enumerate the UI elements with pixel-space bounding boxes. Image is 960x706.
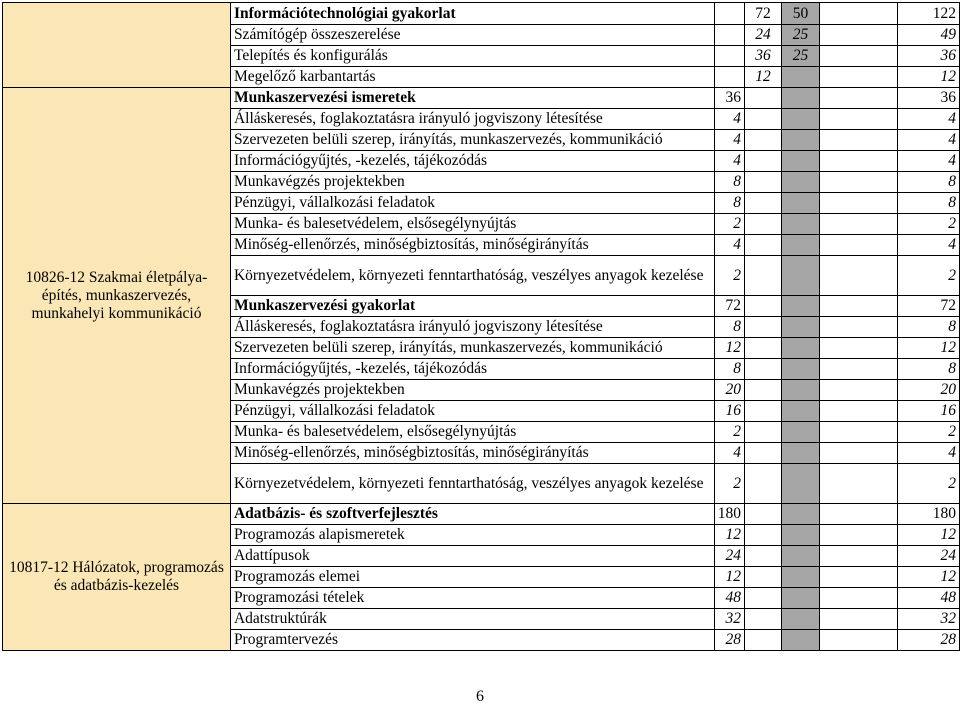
- row-name: Pénzügyi, vállalkozási feladatok: [230, 193, 714, 214]
- hours-total: 4: [897, 443, 959, 464]
- hours-total: 4: [897, 109, 959, 130]
- hours-col1: 28: [714, 630, 744, 651]
- hours-col2: [745, 422, 782, 443]
- hours-total: 8: [897, 359, 959, 380]
- hours-col3: [782, 609, 820, 630]
- hours-col3: [782, 546, 820, 567]
- hours-col4: [820, 256, 898, 296]
- hours-col3: [782, 193, 820, 214]
- hours-col1: 48: [714, 588, 744, 609]
- hours-total: 12: [897, 338, 959, 359]
- hours-col4: [820, 609, 898, 630]
- hours-col2: [745, 193, 782, 214]
- hours-col2: [745, 567, 782, 588]
- hours-total: 8: [897, 193, 959, 214]
- hours-col2: [745, 401, 782, 422]
- hours-col3: [782, 172, 820, 193]
- hours-col3: [782, 130, 820, 151]
- hours-col2: [745, 88, 782, 109]
- hours-col4: [820, 443, 898, 464]
- hours-total: 12: [897, 67, 959, 88]
- hours-col1: 24: [714, 546, 744, 567]
- hours-total: 12: [897, 525, 959, 546]
- hours-col1: 4: [714, 151, 744, 172]
- hours-col1: 12: [714, 525, 744, 546]
- row-name: Munkaszervezési gyakorlat: [230, 296, 714, 317]
- hours-col4: [820, 130, 898, 151]
- hours-col3: [782, 567, 820, 588]
- row-name: Munka- és balesetvédelem, elsősegélynyújtás: [230, 422, 714, 443]
- hours-col4: [820, 338, 898, 359]
- hours-col4: [820, 630, 898, 651]
- hours-total: 49: [897, 25, 959, 46]
- hours-col4: [820, 296, 898, 317]
- row-name: Pénzügyi, vállalkozási feladatok: [230, 401, 714, 422]
- hours-total: 24: [897, 546, 959, 567]
- hours-col1: [714, 25, 744, 46]
- hours-col3: [782, 588, 820, 609]
- row-name: Programozási tételek: [230, 588, 714, 609]
- hours-col2: [745, 546, 782, 567]
- hours-total: 12: [897, 567, 959, 588]
- hours-total: 4: [897, 235, 959, 256]
- hours-total: 32: [897, 609, 959, 630]
- hours-total: 28: [897, 630, 959, 651]
- hours-col3: [782, 630, 820, 651]
- hours-total: 4: [897, 130, 959, 151]
- hours-col1: 4: [714, 109, 744, 130]
- hours-col1: [714, 67, 744, 88]
- hours-total: 8: [897, 172, 959, 193]
- hours-col3: [782, 67, 820, 88]
- hours-col2: [745, 130, 782, 151]
- hours-col1: 8: [714, 193, 744, 214]
- hours-total: 8: [897, 317, 959, 338]
- hours-col2: [745, 109, 782, 130]
- hours-total: 36: [897, 46, 959, 67]
- hours-total: 2: [897, 422, 959, 443]
- hours-total: 36: [897, 88, 959, 109]
- hours-col1: 4: [714, 443, 744, 464]
- hours-col1: 8: [714, 359, 744, 380]
- hours-col3: [782, 109, 820, 130]
- hours-col1: 36: [714, 88, 744, 109]
- hours-col4: [820, 504, 898, 525]
- row-name: Szervezeten belüli szerep, irányítás, munkaszervezés, kommunikáció: [230, 130, 714, 151]
- hours-col3: [782, 359, 820, 380]
- hours-col2: [745, 609, 782, 630]
- hours-col4: [820, 3, 898, 25]
- hours-col4: [820, 172, 898, 193]
- hours-col3: [782, 338, 820, 359]
- hours-total: 72: [897, 296, 959, 317]
- hours-col3: [782, 504, 820, 525]
- hours-col4: [820, 235, 898, 256]
- hours-col3: [782, 380, 820, 401]
- row-name: Munkavégzés projektekben: [230, 172, 714, 193]
- table-row: [3, 504, 960, 525]
- hours-total: 180: [897, 504, 959, 525]
- hours-total: 2: [897, 464, 959, 504]
- hours-col3: [782, 443, 820, 464]
- hours-col4: [820, 422, 898, 443]
- row-name: Munkavégzés projektekben: [230, 380, 714, 401]
- hours-col4: [820, 359, 898, 380]
- hours-col1: 2: [714, 256, 744, 296]
- module-cell-1: 10826-12 Szakmai életpálya-építés, munkaszervezés, munkahelyi kommunikáció: [3, 88, 231, 504]
- row-name: Minőség-ellenőrzés, minőségbiztosítás, minőségirányítás: [230, 235, 714, 256]
- hours-col2: [745, 359, 782, 380]
- hours-col4: [820, 88, 898, 109]
- hours-col4: [820, 46, 898, 67]
- row-name: Környezetvédelem, környezeti fenntarthatóság, veszélyes anyagok kezelése: [230, 256, 714, 296]
- hours-total: 48: [897, 588, 959, 609]
- hours-col3: [782, 296, 820, 317]
- row-name: Minőség-ellenőrzés, minőségbiztosítás, minőségirányítás: [230, 443, 714, 464]
- hours-col4: [820, 380, 898, 401]
- hours-col3: [782, 525, 820, 546]
- table-row: [3, 3, 960, 25]
- row-name: Munkaszervezési ismeretek: [230, 88, 714, 109]
- hours-col2: [745, 151, 782, 172]
- hours-col1: 4: [714, 130, 744, 151]
- hours-col4: [820, 151, 898, 172]
- hours-col3: 50: [782, 3, 820, 25]
- row-name: Munka- és balesetvédelem, elsősegélynyújtás: [230, 214, 714, 235]
- hours-col2: [745, 172, 782, 193]
- hours-col2: 72: [745, 3, 782, 25]
- hours-col1: 32: [714, 609, 744, 630]
- hours-col1: 2: [714, 214, 744, 235]
- hours-col4: [820, 25, 898, 46]
- hours-col2: 12: [745, 67, 782, 88]
- curriculum-table: [2, 2, 960, 651]
- hours-col3: 25: [782, 46, 820, 67]
- hours-col2: [745, 296, 782, 317]
- hours-col2: [745, 630, 782, 651]
- module-cell-top: [3, 3, 231, 88]
- hours-col2: [745, 380, 782, 401]
- hours-col3: [782, 151, 820, 172]
- hours-col3: [782, 214, 820, 235]
- hours-col3: [782, 422, 820, 443]
- row-name: Adatstruktúrák: [230, 609, 714, 630]
- row-name: Programtervezés: [230, 630, 714, 651]
- hours-col3: [782, 317, 820, 338]
- hours-col2: [745, 256, 782, 296]
- hours-col4: [820, 546, 898, 567]
- hours-col4: [820, 317, 898, 338]
- hours-total: 20: [897, 380, 959, 401]
- hours-col2: [745, 525, 782, 546]
- row-name: Megelőző karbantartás: [230, 67, 714, 88]
- row-name: Álláskeresés, foglakoztatásra irányuló jogviszony létesítése: [230, 317, 714, 338]
- row-name: Programozás elemei: [230, 567, 714, 588]
- hours-col4: [820, 525, 898, 546]
- hours-col3: [782, 88, 820, 109]
- hours-total: 4: [897, 151, 959, 172]
- page-number: 6: [476, 688, 484, 705]
- hours-col4: [820, 193, 898, 214]
- row-name: Információgyűjtés, -kezelés, tájékozódás: [230, 359, 714, 380]
- hours-col1: 2: [714, 464, 744, 504]
- hours-col1: [714, 3, 744, 25]
- hours-col2: [745, 464, 782, 504]
- module-cell-2: 10817-12 Hálózatok, programozás és adatbázis-kezelés: [3, 504, 231, 651]
- hours-col4: [820, 214, 898, 235]
- hours-col4: [820, 67, 898, 88]
- hours-col1: 4: [714, 235, 744, 256]
- hours-col2: [745, 214, 782, 235]
- hours-col1: [714, 46, 744, 67]
- hours-col1: 2: [714, 422, 744, 443]
- hours-col3: 25: [782, 25, 820, 46]
- hours-col4: [820, 401, 898, 422]
- hours-col1: 72: [714, 296, 744, 317]
- hours-total: 2: [897, 256, 959, 296]
- hours-total: 122: [897, 3, 959, 25]
- row-name: Információtechnológiai gyakorlat: [230, 3, 714, 25]
- row-name: Adattípusok: [230, 546, 714, 567]
- hours-col2: 36: [745, 46, 782, 67]
- hours-col1: 16: [714, 401, 744, 422]
- hours-col3: [782, 401, 820, 422]
- hours-col2: [745, 338, 782, 359]
- hours-col1: 180: [714, 504, 744, 525]
- row-name: Programozás alapismeretek: [230, 525, 714, 546]
- hours-col2: [745, 504, 782, 525]
- row-name: Álláskeresés, foglakoztatásra irányuló jogviszony létesítése: [230, 109, 714, 130]
- row-name: Adatbázis- és szoftverfejlesztés: [230, 504, 714, 525]
- row-name: Szervezeten belüli szerep, irányítás, munkaszervezés, kommunikáció: [230, 338, 714, 359]
- hours-col2: [745, 588, 782, 609]
- hours-col1: 12: [714, 338, 744, 359]
- row-name: Környezetvédelem, környezeti fenntarthatóság, veszélyes anyagok kezelése: [230, 464, 714, 504]
- hours-col3: [782, 256, 820, 296]
- hours-col4: [820, 464, 898, 504]
- hours-total: 2: [897, 214, 959, 235]
- hours-col1: 12: [714, 567, 744, 588]
- hours-col2: [745, 235, 782, 256]
- row-name: Számítógép összeszerelése: [230, 25, 714, 46]
- hours-col2: [745, 317, 782, 338]
- hours-col3: [782, 235, 820, 256]
- hours-col2: [745, 443, 782, 464]
- row-name: Információgyűjtés, -kezelés, tájékozódás: [230, 151, 714, 172]
- hours-col4: [820, 109, 898, 130]
- hours-col1: 8: [714, 317, 744, 338]
- hours-col4: [820, 567, 898, 588]
- table-row: [3, 88, 960, 109]
- hours-col4: [820, 588, 898, 609]
- hours-col1: 20: [714, 380, 744, 401]
- hours-col2: 24: [745, 25, 782, 46]
- row-name: Telepítés és konfigurálás: [230, 46, 714, 67]
- hours-col1: 8: [714, 172, 744, 193]
- hours-total: 16: [897, 401, 959, 422]
- hours-col3: [782, 464, 820, 504]
